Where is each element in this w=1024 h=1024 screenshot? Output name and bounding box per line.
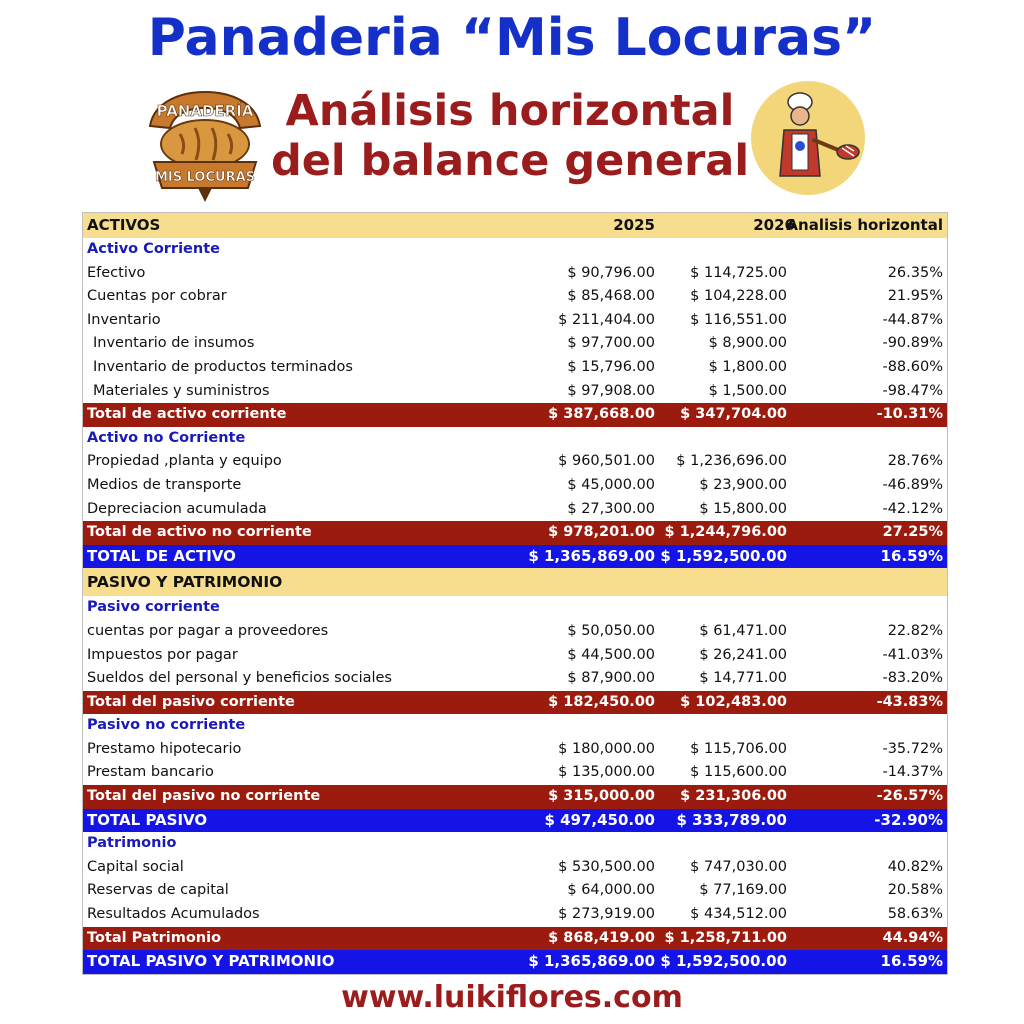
value-2025: $ 387,668.00 <box>548 406 655 423</box>
value-2026: $ 1,800.00 <box>708 358 787 375</box>
row-label: Resultados Acumulados <box>87 906 260 923</box>
row-label: Sueldos del personal y beneficios sociales <box>87 670 392 687</box>
horizontal-change: -88.60% <box>882 358 943 375</box>
value-2025: $ 180,000.00 <box>558 740 655 757</box>
value-2025: $ 44,500.00 <box>567 646 655 663</box>
value-2025: $ 85,468.00 <box>567 288 655 305</box>
horizontal-change: -26.57% <box>876 788 943 805</box>
value-2025: $ 497,450.00 <box>544 810 655 829</box>
horizontal-change: 26.35% <box>887 264 943 281</box>
row-label: Inventario de insumos <box>93 335 255 352</box>
horizontal-change: -83.20% <box>882 670 943 687</box>
horizontal-change: -46.89% <box>882 476 943 493</box>
horizontal-change: -32.90% <box>874 810 943 829</box>
row-label: PASIVO Y PATRIMONIO <box>87 573 283 592</box>
value-2026: $ 104,228.00 <box>690 288 787 305</box>
row-label: Materiales y suministros <box>93 382 270 399</box>
value-2026: $ 77,169.00 <box>699 882 787 899</box>
value-2025: $ 530,500.00 <box>558 858 655 875</box>
subtotal-row <box>83 785 947 809</box>
value-2026: $ 1,592,500.00 <box>660 952 787 971</box>
value-2025: $ 90,796.00 <box>567 264 655 281</box>
header-col-2026: 2026 <box>753 216 795 234</box>
horizontal-change: 22.82% <box>887 622 943 639</box>
value-2025: $ 64,000.00 <box>567 882 655 899</box>
subtotal-row <box>83 403 947 427</box>
table-row <box>83 474 947 498</box>
value-2026: $ 333,789.00 <box>676 810 787 829</box>
logo-text-top: PANADERÍA <box>156 102 254 120</box>
footer-url: www.luikiflores.com <box>341 980 683 1015</box>
horizontal-change: 21.95% <box>887 288 943 305</box>
value-2026: $ 1,244,796.00 <box>664 524 787 541</box>
value-2026: $ 114,725.00 <box>690 264 787 281</box>
value-2025: $ 868,419.00 <box>548 929 655 946</box>
horizontal-change: -44.87% <box>882 311 943 328</box>
header-col-analysis: Analisis horizontal <box>786 216 943 234</box>
value-2026: $ 115,706.00 <box>690 740 787 757</box>
header-label: ACTIVOS <box>87 216 161 234</box>
value-2025: $ 211,404.00 <box>558 311 655 328</box>
horizontal-change: -10.31% <box>876 406 943 423</box>
value-2026: $ 1,258,711.00 <box>664 929 787 946</box>
horizontal-change: -90.89% <box>882 335 943 352</box>
horizontal-change: 16.59% <box>880 952 943 971</box>
value-2025: $ 87,900.00 <box>567 670 655 687</box>
table-row <box>83 903 947 927</box>
horizontal-change: 27.25% <box>882 524 943 541</box>
row-label: Impuestos por pagar <box>87 646 238 663</box>
subtitle <box>270 86 750 186</box>
row-label: TOTAL PASIVO Y PATRIMONIO <box>87 952 335 971</box>
value-2026: $ 747,030.00 <box>690 858 787 875</box>
value-2026: $ 102,483.00 <box>680 693 787 710</box>
grand-total-row <box>83 809 947 833</box>
subtotal-row <box>83 521 947 545</box>
row-label: Medios de transporte <box>87 476 242 493</box>
table-row <box>83 356 947 380</box>
row-label: Efectivo <box>87 264 146 281</box>
horizontal-change: -35.72% <box>882 740 943 757</box>
value-2026: $ 231,306.00 <box>680 788 787 805</box>
horizontal-change: 16.59% <box>880 546 943 565</box>
horizontal-change: -41.03% <box>882 646 943 663</box>
section-header-row <box>83 832 947 856</box>
table-row <box>83 620 947 644</box>
value-2026: $ 1,236,696.00 <box>676 453 787 470</box>
value-2026: $ 23,900.00 <box>699 476 787 493</box>
bakery-logo <box>140 82 270 204</box>
row-label: Activo Corriente <box>87 241 220 257</box>
value-2026: $ 1,500.00 <box>708 382 787 399</box>
row-label: Inventario de productos terminados <box>93 358 353 375</box>
section-header-row <box>83 596 947 620</box>
row-label: Depreciacion acumulada <box>87 500 267 517</box>
baker-illustration <box>750 80 866 196</box>
value-2026: $ 15,800.00 <box>699 500 787 517</box>
table-row <box>83 285 947 309</box>
table-row <box>83 856 947 880</box>
table-row <box>83 498 947 522</box>
header-col-2025: 2025 <box>613 216 655 234</box>
balance-table <box>82 212 948 975</box>
row-label: Activo no Corriente <box>87 429 246 446</box>
horizontal-change: -98.47% <box>882 382 943 399</box>
row-label: Total de activo no corriente <box>87 524 312 541</box>
value-2026: $ 116,551.00 <box>690 311 787 328</box>
table-header-row <box>83 213 947 238</box>
value-2025: $ 1,365,869.00 <box>528 952 655 971</box>
value-2026: $ 347,704.00 <box>680 406 787 423</box>
row-label: TOTAL PASIVO <box>87 810 208 829</box>
value-2025: $ 15,796.00 <box>567 358 655 375</box>
row-label: Total de activo corriente <box>87 406 287 423</box>
table-row <box>83 380 947 404</box>
table-row <box>83 879 947 903</box>
row-label: Inventario <box>87 311 161 328</box>
section-header-row <box>83 238 947 262</box>
row-label: Capital social <box>87 858 184 875</box>
value-2025: $ 50,050.00 <box>567 622 655 639</box>
table-row <box>83 667 947 691</box>
logo-text-bottom: MIS LOCURAS <box>154 170 256 185</box>
grand-total-row <box>83 950 947 974</box>
value-2025: $ 960,501.00 <box>558 453 655 470</box>
value-2026: $ 61,471.00 <box>699 622 787 639</box>
value-2025: $ 182,450.00 <box>548 693 655 710</box>
value-2025: $ 273,919.00 <box>558 906 655 923</box>
row-label: TOTAL DE ACTIVO <box>87 546 236 565</box>
subtitle-line-1: Análisis horizontal <box>285 86 735 136</box>
row-label: Prestam bancario <box>87 764 214 781</box>
section-header-row <box>83 714 947 738</box>
value-2025: $ 135,000.00 <box>558 764 655 781</box>
value-2026: $ 434,512.00 <box>690 906 787 923</box>
value-2026: $ 26,241.00 <box>699 646 787 663</box>
value-2026: $ 1,592,500.00 <box>660 546 787 565</box>
table-row <box>83 450 947 474</box>
row-label: Reservas de capital <box>87 882 229 899</box>
row-label: Cuentas por cobrar <box>87 288 227 305</box>
value-2026: $ 14,771.00 <box>699 670 787 687</box>
value-2025: $ 315,000.00 <box>548 788 655 805</box>
row-label: cuentas por pagar a proveedores <box>87 622 329 639</box>
value-2026: $ 115,600.00 <box>690 764 787 781</box>
page-title: Panaderia “Mis Locuras” <box>147 8 877 68</box>
row-label: Propiedad ,planta y equipo <box>87 453 282 470</box>
group-header-row <box>83 568 947 596</box>
value-2025: $ 1,365,869.00 <box>528 546 655 565</box>
value-2025: $ 97,700.00 <box>567 335 655 352</box>
value-2025: $ 27,300.00 <box>567 500 655 517</box>
horizontal-change: 40.82% <box>887 858 943 875</box>
table-row <box>83 738 947 762</box>
table-row <box>83 262 947 286</box>
value-2025: $ 45,000.00 <box>567 476 655 493</box>
horizontal-change: 20.58% <box>887 882 943 899</box>
horizontal-change: 28.76% <box>887 453 943 470</box>
subtitle-line-2: del balance general <box>270 136 750 186</box>
row-label: Total del pasivo no corriente <box>87 788 321 805</box>
row-label: Pasivo corriente <box>87 599 220 616</box>
row-label: Prestamo hipotecario <box>87 740 242 757</box>
table-row <box>83 644 947 668</box>
row-label: Total Patrimonio <box>87 929 222 946</box>
subtotal-row <box>83 691 947 715</box>
row-label: Total del pasivo corriente <box>87 693 295 710</box>
value-2026: $ 8,900.00 <box>708 335 787 352</box>
horizontal-change: -42.12% <box>882 500 943 517</box>
horizontal-change: 44.94% <box>882 929 943 946</box>
section-header-row <box>83 427 947 451</box>
value-2025: $ 978,201.00 <box>548 524 655 541</box>
row-label: Patrimonio <box>87 835 177 852</box>
subtotal-row <box>83 927 947 951</box>
row-label: Pasivo no corriente <box>87 717 246 734</box>
horizontal-change: -14.37% <box>882 764 943 781</box>
table-row <box>83 761 947 785</box>
grand-total-row <box>83 545 947 569</box>
table-row <box>83 332 947 356</box>
horizontal-change: 58.63% <box>887 906 943 923</box>
horizontal-change: -43.83% <box>876 693 943 710</box>
value-2025: $ 97,908.00 <box>567 382 655 399</box>
table-row <box>83 309 947 333</box>
